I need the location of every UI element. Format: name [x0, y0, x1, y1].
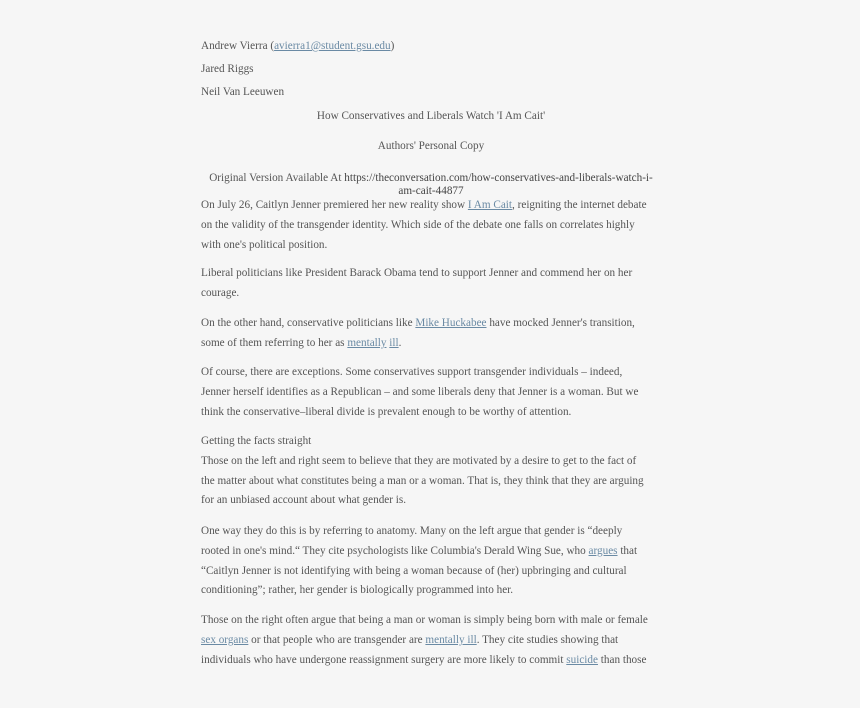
article-subtitle: Authors' Personal Copy — [377, 140, 485, 152]
i-am-cait-link[interactable]: I Am Cait — [467, 199, 513, 211]
text: , reigniting the internet debate — [512, 199, 647, 211]
paragraph-2 — [201, 264, 661, 304]
paragraph-1 — [201, 196, 661, 255]
paragraph-4 — [201, 363, 661, 422]
section-facts — [201, 432, 661, 511]
suicide-link[interactable]: suicide — [566, 653, 598, 666]
paragraph-7 — [201, 611, 661, 670]
text: conditioning”; rather, her gender is biologically programmed into her. — [201, 584, 514, 597]
text: On the other hand, conservative politicians like — [201, 317, 416, 329]
text: courage. — [201, 286, 240, 299]
document-page — [201, 38, 661, 666]
author-1: Andrew Vierra (avierra1@student.gsu.edu) — [201, 40, 395, 52]
original-url-line2[interactable]: am-cait-44877 — [398, 185, 464, 198]
text: than those — [597, 653, 647, 666]
sex-organs-link[interactable]: sex organs — [201, 633, 249, 646]
text: On July 26, Caitlyn Jenner premiered her new reality show — [201, 199, 468, 211]
text: for an unbiased account about what gender is. — [201, 494, 407, 507]
text: Jenner herself identifies as a Republican – and some liberals deny that Jenner is a woman. But we — [201, 385, 639, 398]
text: . They cite studies showing that — [476, 633, 619, 646]
text: Of course, there are exceptions. Some conservatives support transgender individuals – indeed, — [201, 366, 623, 378]
mentally-link[interactable]: mentally — [347, 336, 387, 349]
text: Those on the right often argue that being a man or woman is simply being born with male or female — [201, 614, 648, 626]
text: with one's political position. — [201, 238, 328, 251]
text: or that people who are transgender are — [248, 633, 426, 646]
ill-link[interactable]: ill — [389, 336, 399, 349]
mentally-ill-link[interactable]: mentally ill — [425, 633, 477, 646]
text: One way they do this is by referring to anatomy. Many on the left argue that gender is “deeply — [201, 525, 623, 537]
section-heading: Getting the facts straight — [201, 435, 312, 447]
author-3: Neil Van Leeuwen — [201, 86, 285, 98]
text: have mocked Jenner's transition, — [486, 317, 635, 329]
text: Those on the left and right seem to believe that they are motivated by a desire to get to the fact of — [201, 454, 637, 467]
text: individuals who have undergone reassignment surgery are more likely to commit — [201, 653, 567, 666]
paragraph-6 — [201, 522, 661, 601]
text: Liberal politicians like President Barack Obama tend to support Jenner and commend her on her — [201, 267, 633, 279]
text: on the validity of the transgender identity. Which side of the debate one falls on correlates highly — [201, 218, 635, 231]
original-version-note — [201, 172, 661, 198]
author-name: Andrew Vierra — [201, 40, 268, 52]
original-url-line1[interactable]: https://theconversation.com/how-conservatives-and-liberals-watch-i- — [344, 172, 653, 185]
argues-link[interactable]: argues — [588, 544, 618, 557]
text: think the conservative–liberal divide is prevalent enough to be worthy of attention. — [201, 405, 572, 418]
mike-huckabee-link[interactable]: Mike Huckabee — [415, 317, 487, 329]
author-2: Jared Riggs — [201, 63, 254, 75]
text: rooted in one's mind.“ They cite psychologists like Columbia's Derald Wing Sue, who — [201, 544, 589, 557]
original-label: Original Version Available At — [209, 172, 345, 185]
text: the matter about what constitutes being a man or a woman. That is, they think that they are arguing — [201, 474, 644, 487]
paragraph-3 — [201, 314, 661, 354]
text: that — [617, 544, 638, 557]
article-title: How Conservatives and Liberals Watch 'I Am Cait' — [316, 110, 546, 122]
text: some of them referring to her as — [201, 336, 348, 349]
text: . — [398, 336, 402, 349]
text: “Caitlyn Jenner is not identifying with being a woman because of (her) upbringing and cultural — [201, 564, 627, 577]
author-email-link[interactable]: avierra1@student.gsu.edu — [274, 40, 391, 52]
